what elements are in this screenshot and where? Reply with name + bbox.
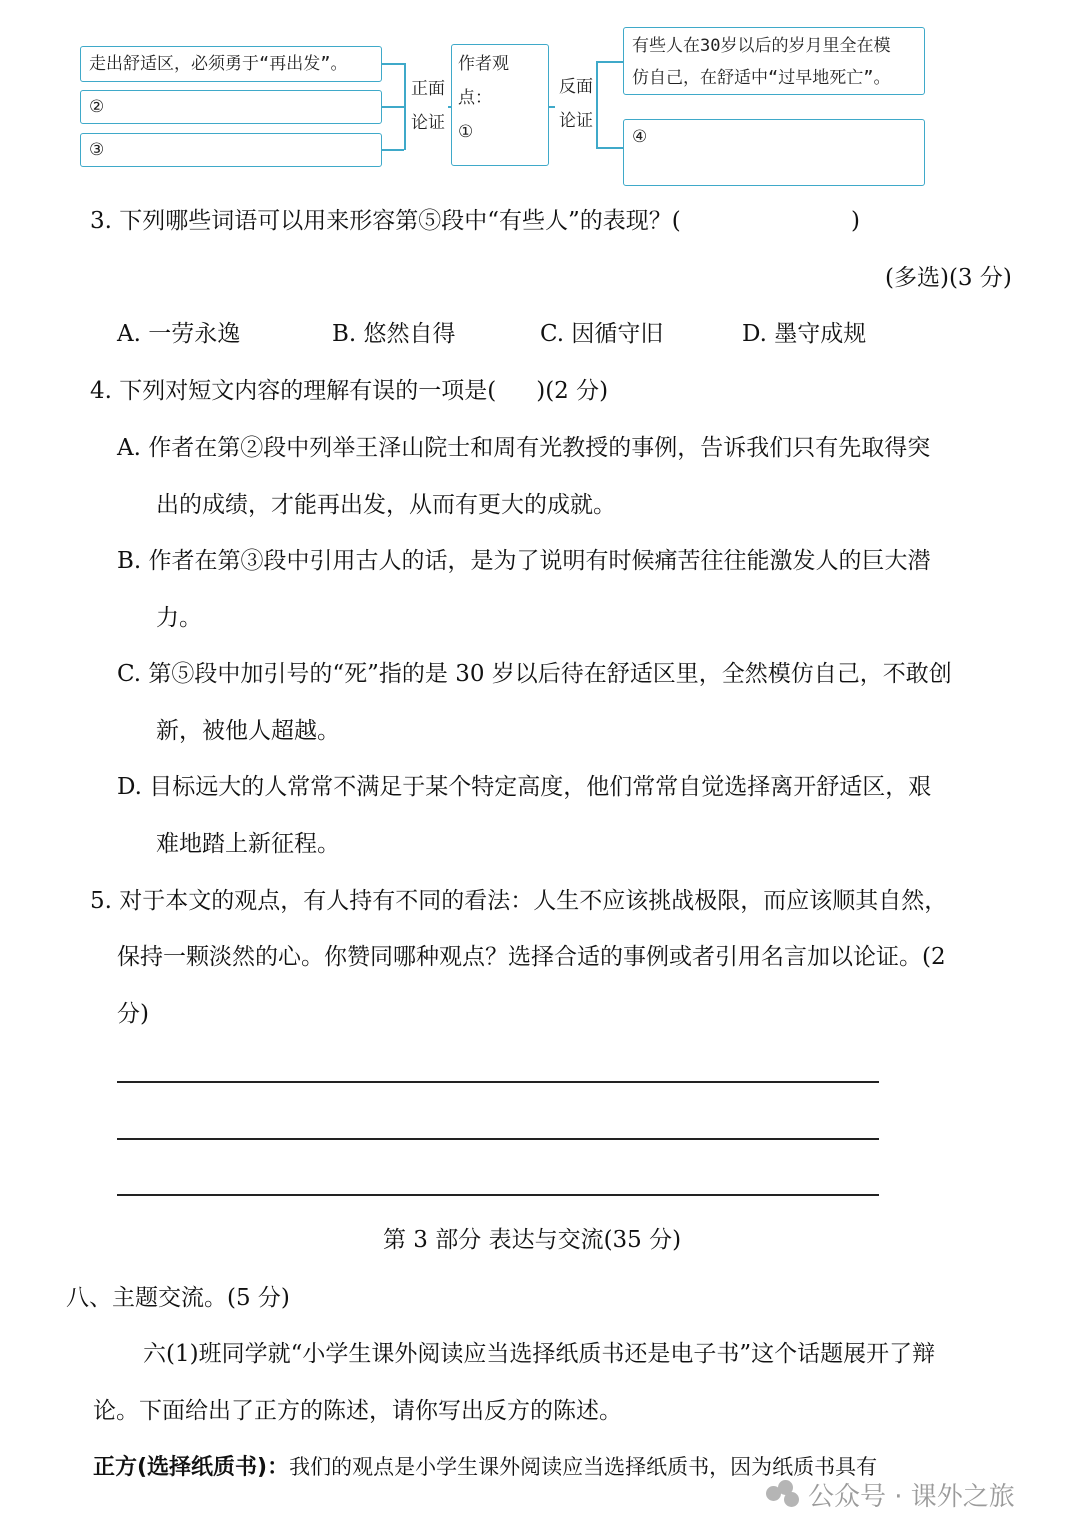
left-box-2-text: ②: [89, 97, 105, 117]
positive-argument-label: [408, 72, 448, 140]
right-box-1: [623, 27, 925, 95]
section8-para-line2: 论。下面给出了正方的陈述，请你写出反方的陈述。: [93, 1398, 622, 1424]
q3-note: (多选)(3 分): [885, 265, 1012, 291]
negative-argument-label: [556, 70, 596, 138]
watermark: [758, 1472, 1058, 1516]
connector: [596, 61, 598, 148]
q4-stem-end: )(2 分): [536, 378, 609, 404]
q4-option-d-line1: D. 目标远大的人常常不满足于某个特定高度，他们常常自觉选择离开舒适区，艰: [117, 774, 932, 800]
answer-line[interactable]: [117, 1138, 879, 1140]
q4-option-a-line1: A. 作者在第②段中列举王泽山院士和周有光教授的事例，告诉我们只有先取得突: [117, 435, 931, 461]
q5-line3: 分): [117, 1001, 149, 1027]
pro-label: 正方(选择纸质书)：: [93, 1455, 290, 1480]
negative-label-2: 论证: [559, 111, 593, 131]
right-box-2-blank: ④: [632, 127, 648, 147]
positive-label-2: 论证: [411, 113, 445, 133]
pro-text: 我们的观点是小学生课外阅读应当选择纸质书，因为纸质书具有: [289, 1455, 878, 1479]
connector: [596, 61, 624, 63]
q3-option-a: A. 一劳永逸: [117, 321, 241, 347]
q3-option-b: B. 悠然自得: [332, 321, 456, 347]
section8-heading: 八、主题交流。(5 分): [66, 1285, 290, 1311]
positive-label-1: 正面: [411, 79, 445, 99]
q4-option-a-line2: 出的成绩，才能再出发，从而有更大的成就。: [156, 492, 616, 518]
part3-title: 第 3 部分 表达与交流(35 分): [383, 1227, 682, 1253]
q4-option-d-line2: 难地踏上新征程。: [156, 831, 340, 857]
connector: [382, 149, 404, 151]
negative-label-1: 反面: [559, 77, 593, 97]
right-box-2: [623, 119, 925, 186]
left-box-1: [80, 46, 382, 82]
answer-line[interactable]: [117, 1081, 879, 1083]
connector: [404, 63, 406, 150]
left-box-1-text: 走出舒适区，必须勇于“再出发”。: [89, 54, 348, 74]
q3-paren-close: ): [851, 208, 860, 234]
wechat-logo-icon: [766, 1480, 800, 1508]
q4-stem-text: 4. 下列对短文内容的理解有误的一项是(: [90, 378, 497, 404]
connector: [549, 106, 555, 108]
answer-line[interactable]: [117, 1194, 879, 1196]
left-box-3: [80, 133, 382, 167]
q4-option-c-line1: C. 第⑤段中加引号的“死”指的是 30 岁以后待在舒适区里，全然模仿自己，不敢创: [117, 661, 952, 687]
right-box-1-line1: 有些人在30岁以后的岁月里全在模: [632, 36, 891, 56]
q5-line2: 保持一颗淡然的心。你赞同哪种观点？选择合适的事例或者引用名言加以论证。(2: [117, 944, 946, 970]
q3-option-c: C. 因循守旧: [540, 321, 664, 347]
author-view-blank: ①: [458, 122, 474, 142]
right-box-1-line2: 仿自己，在舒适中“过早地死亡”。: [632, 68, 891, 88]
author-view-box: [451, 44, 549, 166]
q3-stem: [90, 206, 681, 236]
q5-line1: 5. 对于本文的观点，有人持有不同的看法：人生不应该挑战极限，而应该顺其自然，: [90, 888, 948, 914]
q3-stem-text: 3. 下列哪些词语可以用来形容第⑤段中“有些人”的表现？(: [90, 208, 681, 234]
watermark-text: 公众号 · 课外之旅: [808, 1482, 1015, 1512]
q4-stem: [90, 376, 608, 406]
left-box-3-text: ③: [89, 140, 105, 160]
left-box-2: [80, 90, 382, 124]
connector: [382, 63, 404, 65]
connector: [382, 106, 404, 108]
q3-option-d: D. 墨守成规: [742, 321, 867, 347]
q4-option-c-line2: 新，被他人超越。: [156, 718, 340, 744]
q4-option-b-line2: 力。: [156, 605, 202, 631]
connector: [596, 147, 624, 149]
section8-para-line1: 六(1)班同学就“小学生课外阅读应当选择纸质书还是电子书”这个话题展开了辩: [143, 1341, 936, 1367]
author-view-title: 作者观点：: [458, 54, 509, 108]
q4-option-b-line1: B. 作者在第③段中引用古人的话，是为了说明有时候痛苦往往能激发人的巨大潜: [117, 548, 931, 574]
